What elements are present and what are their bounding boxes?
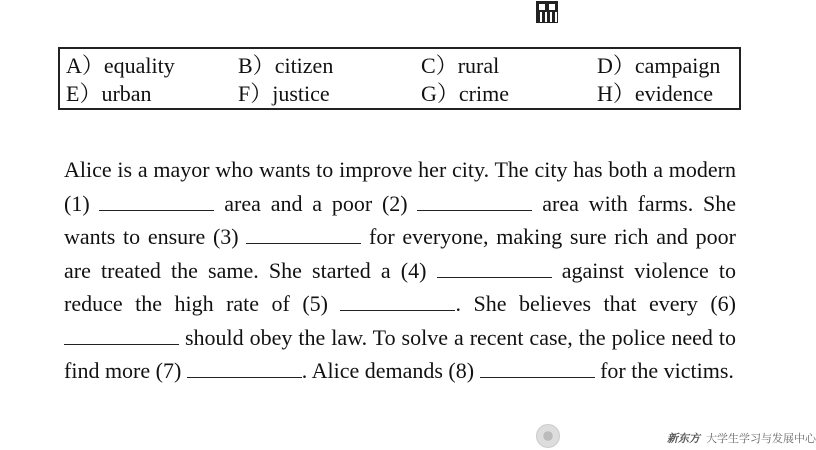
- option-letter: A）: [66, 53, 104, 78]
- blank-6[interactable]: [64, 326, 179, 345]
- watermark: [667, 430, 816, 446]
- option-letter: C）: [421, 53, 458, 78]
- option-g: [421, 80, 509, 108]
- option-a: [66, 52, 175, 80]
- option-letter: B）: [238, 53, 275, 78]
- passage-text: [64, 153, 736, 388]
- passage-segment: area and a poor (2): [214, 190, 418, 216]
- option-word: crime: [458, 81, 509, 106]
- blank-7[interactable]: [187, 359, 302, 378]
- passage-segment: for everyone, making sure rich and poor are treated the same. She started a (4): [64, 224, 736, 283]
- passage-segment: area with farms. She wants to ensure (3): [64, 190, 737, 249]
- option-word: citizen: [274, 53, 334, 78]
- blank-5[interactable]: [340, 292, 455, 311]
- option-letter: D）: [597, 53, 635, 78]
- blank-1[interactable]: [99, 192, 214, 211]
- passage-segment: . Alice demands (8): [301, 358, 480, 383]
- watermark-logo: 新东方: [667, 433, 700, 445]
- passage-segment: . She believes that every (6): [455, 291, 736, 316]
- option-letter: F）: [238, 81, 273, 106]
- option-b: [238, 52, 333, 80]
- passage: [64, 153, 736, 388]
- option-letter: E）: [66, 81, 102, 106]
- option-h: [597, 80, 713, 108]
- passage-segment: against violence to reduce the high rate of (5): [64, 257, 736, 316]
- passage-segment: should obey the law. To solve a recent case, the police need to find more (7): [64, 324, 736, 383]
- blank-8[interactable]: [480, 359, 595, 378]
- passage-segment: for the victims.: [594, 358, 734, 383]
- option-word: justice: [272, 81, 330, 106]
- blank-2[interactable]: [417, 192, 532, 211]
- watermark-text: 大学生学习与发展中心: [706, 433, 816, 445]
- option-letter: G）: [421, 81, 459, 106]
- option-word: urban: [101, 81, 152, 106]
- blank-4[interactable]: [437, 259, 552, 278]
- option-letter: H）: [597, 81, 635, 106]
- option-f: [238, 80, 330, 108]
- word-bank: [58, 47, 741, 110]
- option-word: rural: [457, 53, 500, 78]
- option-word: campaign: [634, 53, 721, 78]
- option-d: [597, 52, 720, 80]
- passage-segment: Alice is a mayor who wants to improve her city. The city has both a modern (1): [64, 157, 736, 216]
- option-e: [66, 80, 152, 108]
- option-word: equality: [103, 53, 175, 78]
- option-word: evidence: [634, 81, 714, 106]
- option-c: [421, 52, 499, 80]
- qr-code-top: [537, 2, 557, 22]
- qr-code-bottom: [536, 424, 560, 448]
- blank-3[interactable]: [246, 225, 361, 244]
